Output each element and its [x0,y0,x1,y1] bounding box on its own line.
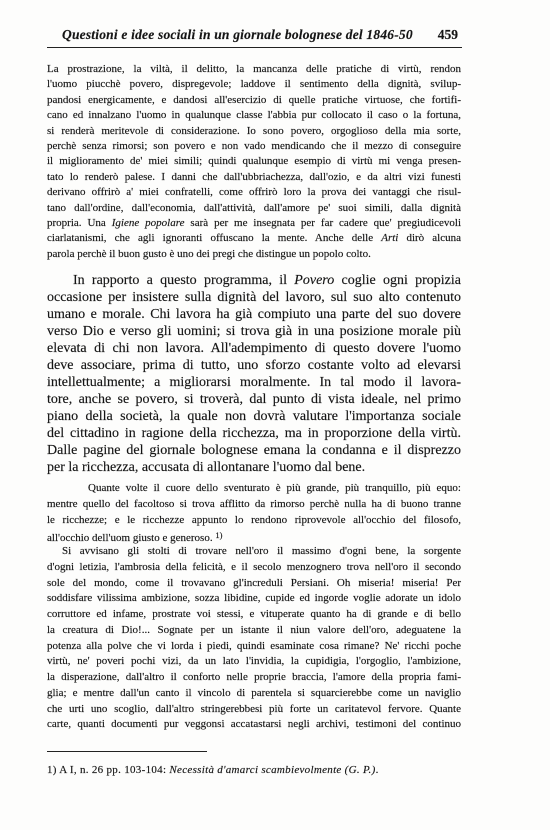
paragraph [47,544,461,733]
text-run: virtù, ne' poveri pochi vizi, da un lato l'invidia, la cupidigia, l'orgoglio, l'ambizione, [47,655,461,668]
text-run: deve associare, prima di tutto, uno sforzo costante volto ad elevarsi [47,358,461,373]
paragraph [47,62,461,262]
page-number: 459 [437,27,458,42]
text-run: le ricchezze; e le ricchezze appunto lo rendono riprovevole all'occhio del filosofo, [47,513,461,526]
paragraph [47,763,461,778]
italic-text-run: Povero [294,273,335,288]
text-run: Quante volte il cuore dello sventurato è più grande, più tranquillo, più equo: [88,482,461,494]
text-line [47,231,461,246]
text-line [47,62,461,77]
text-line [47,201,461,216]
italic-text-run: Necessità d'amarci scambievolmente (G. P.) [169,764,376,776]
text-run: d'ogni letizia, l'ambrosia della felicità, e il secolo menzognero trova nell'oro il secondo [47,560,461,573]
paragraph [47,481,461,544]
quoted-passage-wealth [47,481,461,733]
text-run: glia; e mentre dall'un canto il vincolo di parentela si squarcierebbe come un naviglio [47,686,461,699]
text-line [47,154,461,169]
text-line [47,591,461,607]
text-run: la disperazione, dall'altro il conforto nelle proprie braccia, l'amore della propria fami- [47,671,461,683]
text-run: carte, quanti documenti pur veggonsi accatastarsi negli archivi, testimoni del continuo [47,718,461,731]
footnote-reference: 1) [215,530,223,541]
footnote [47,763,461,778]
text-line [47,170,461,185]
text-run: cano ed innalzano l'uomo in qualunque classe l'abbia pur collocato il caso o la fortuna, [47,109,461,122]
text-run: ciarlatanismi, che agli ignoranti offuscano la mente. Anche delle [47,232,382,245]
text-run: umano e morale. Chi lavora ha già compiuto una parte del suo dovere [47,307,461,322]
text-run: sarà per me insegnata per far cadere que' pregiudicevoli [184,216,462,229]
text-run: che urti uno scoglio, dall'altro stringerebbesi più forte un caritatevol fervore. Quante [47,702,461,715]
text-line [47,124,461,139]
text-line [47,576,461,592]
text-run: mentre quello del facoltoso si trova afflitto da rimorso perchè nulla ha di buono tranne [47,497,461,510]
text-line [47,528,461,544]
text-line [47,607,461,623]
text-line [47,391,461,408]
text-run: 1) A I, n. 26 pp. 103-104: [47,764,170,776]
quoted-passage-program [47,62,461,262]
text-run: dirò alcuna [398,232,461,245]
text-line [47,247,461,262]
text-line [47,425,461,442]
text-run: derivano offrirò a' miei confratelli, come offrirò loro la prova dei vantaggi che risul- [47,186,461,199]
text-line [47,654,461,670]
text-run: l'uomo piucchè povero, dispregevole; laddove il sentimento della dignità, svilup- [47,78,461,91]
text-line [47,408,461,425]
text-run: si renderà meritevole di considerazione. Io sono povero, orgoglioso della mia sorte, [47,124,461,137]
text-run: la creatura di Dio!... Sognate per un istante il niun valore dell'oro, adeguatene la [47,623,461,636]
text-run: verso Dio e verso gli uomini; si trova già in una posizione morale più [47,324,461,339]
text-run: per la ricchezza, accusata di allontanare l'uomo dal bene. [47,460,366,475]
footnote-rule [47,751,207,752]
text-line [47,77,461,92]
text-line [47,93,461,108]
text-run: sole del mondo, come il trovavano gl'increduli Persiani. Oh miseria! miseria! Per [47,576,461,589]
text-line [47,442,461,459]
text-run: tano dall'ordine, dall'economia, dall'attività, dall'amore pe' suoi simili, dalla dignità [47,201,461,214]
text-run: La prostrazione, la viltà, il delitto, la mancanza delle pratiche di virtù, rendon [47,63,461,75]
text-line [47,513,461,529]
text-line [47,374,461,391]
italic-text-run: Igiene popolare [111,216,185,229]
text-line [47,481,461,497]
text-line [47,272,461,289]
text-line [47,639,461,655]
text-line [47,216,461,231]
text-run: perchè senza rimorsi; son povero e non vado mendicando che il mezzo di conseguire [47,139,461,152]
text-run: piano della società, la quale non dovrà valutare l'importanza sociale [47,409,461,424]
text-run: occasione per insistere sulla dignità del lavoro, sul suo alto contenuto [47,290,461,305]
text-run: corruttore ed infame, prostrate voi stessi, e vituperate quanto ha di grande e di bello [47,608,461,620]
text-run: soddisfare vilissima ambizione, sozza libidine, cupide ed ingorde voglie adorate un idolo [47,592,461,605]
running-title: Questioni e idee sociali in un giornale bolognese del 1846-50 [62,27,413,42]
text-run: intellettualmente; a migliorarsi moralmente. In tal modo il lavora- [47,375,461,390]
text-line [47,306,461,323]
body-text [47,272,461,476]
text-run: tore, anche se povero, si troverà, dal punto di vista ideale, nel primo [47,392,461,407]
text-run: il miglioramento de' miei simili; quindi qualunque esempio di virtù mi venga presen- [47,155,461,168]
text-run: tato lo renderò palese. I danni che dall'ubbriachezza, dall'ozio, e da altri vizi funesti [47,170,461,183]
text-run: coglie ogni propizia [334,273,461,288]
text-run: propria. Una [47,216,112,229]
text-run: potenza alla polve che vi lorda i piedi, quindi esaminate cosa rimane? Ne' ricchi poche [47,639,461,652]
text-run: . [375,764,379,776]
text-run: Dalle pagine del giornale bolognese emana la condanna e il disprezzo [47,443,461,458]
text-run: elevata di chi non lavora. All'adempimento di questo dovere l'uomo [47,341,461,356]
text-line [47,686,461,702]
text-line [47,717,461,733]
text-line [47,459,461,476]
text-line [47,357,461,374]
text-run: del cittadino in ragione della ricchezza, ma in proporzione della virtù. [47,426,461,441]
header-rule [47,47,462,48]
text-line [47,323,461,340]
text-line [47,340,461,357]
text-run: pandosi energicamente, e dandosi all'esercizio di quelle pratiche virtuose, che fortifi- [47,93,461,106]
text-line [47,139,461,154]
text-line [47,670,461,686]
text-run: parola perchè il buon gusto è uno dei pregi che distingue un popolo colto. [47,247,371,260]
text-line [47,544,461,560]
text-run: Si avvisano gli stolti di trovare nell'oro il massimo d'ogni bene, la sorgente [62,545,461,557]
text-line [47,623,461,639]
text-line [47,185,461,200]
text-line [47,702,461,718]
text-run: In rapporto a questo programma, il [73,273,295,288]
running-head [47,25,462,45]
text-run: all'occhio dell'uom giusto e generoso. [47,532,216,545]
text-line [47,289,461,306]
text-line [47,763,461,778]
text-line [47,560,461,576]
text-line [47,497,461,513]
paragraph [47,272,461,476]
text-line [47,108,461,123]
italic-text-run: Arti [381,232,399,245]
